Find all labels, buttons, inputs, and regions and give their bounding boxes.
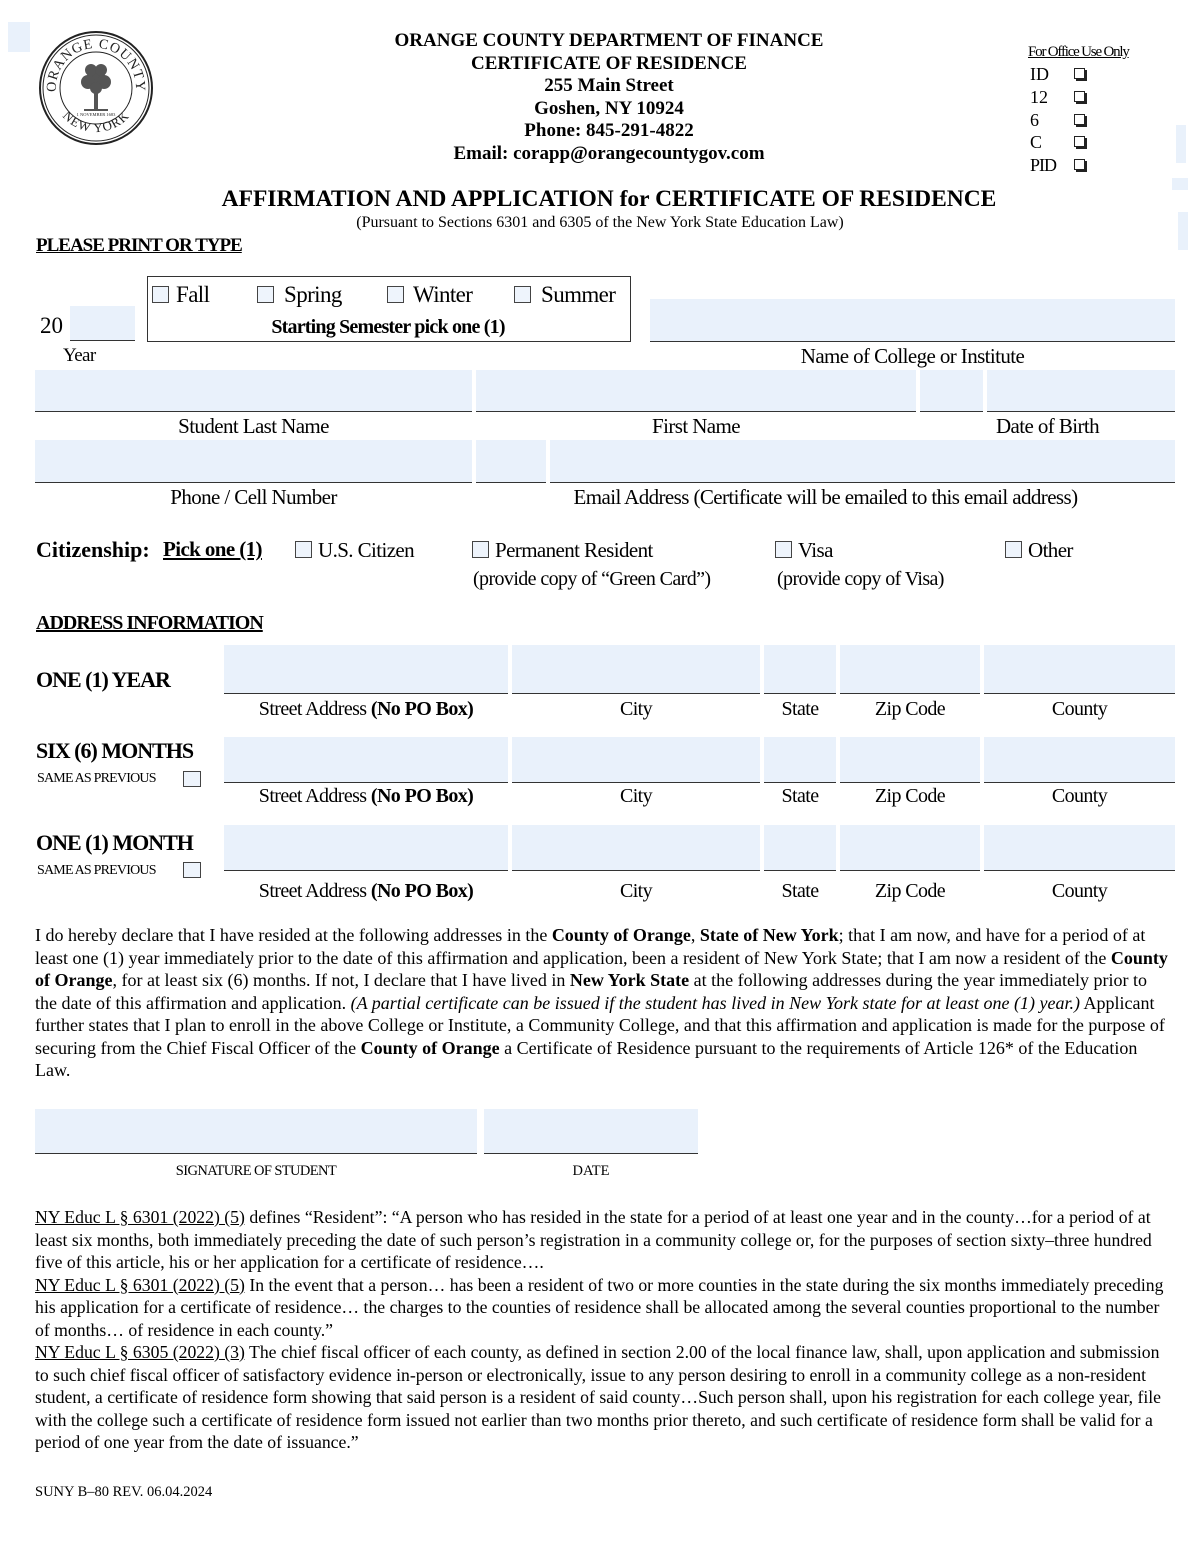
- email-input[interactable]: [550, 440, 1175, 483]
- phone-label: Phone / Cell Number: [170, 485, 337, 509]
- citizenship-other-checkbox[interactable]: [1005, 541, 1022, 558]
- six-months-same-label: SAME AS PREVIOUS: [37, 771, 156, 786]
- phone: Phone: 845-291-4822: [524, 120, 694, 141]
- six-months-heading: SIX (6) MONTHS: [36, 738, 194, 763]
- middle-initial-input[interactable]: [920, 370, 983, 412]
- seal-top-text: ORANGE COUNTY: [44, 36, 148, 93]
- signature-date-label: DATE: [572, 1163, 610, 1179]
- decl-bold: State of New York: [699, 925, 839, 945]
- edge-field-marker: [1172, 178, 1188, 190]
- decl-bold: New York State: [569, 970, 690, 990]
- year-label: Year: [63, 345, 96, 366]
- semester-winter-checkbox[interactable]: [387, 286, 404, 303]
- citizenship-us-checkbox[interactable]: [295, 541, 312, 558]
- one-year-zip-input[interactable]: [840, 645, 980, 694]
- signature-date-input[interactable]: [484, 1109, 698, 1154]
- office-item-label: 12: [1030, 87, 1048, 107]
- semester-spring-checkbox[interactable]: [257, 286, 274, 303]
- six-months-city-input[interactable]: [512, 737, 760, 783]
- one-month-zip-input[interactable]: [840, 825, 980, 871]
- law-citation-3: [35, 1341, 1170, 1454]
- city-label: City: [619, 880, 653, 902]
- state-label: State: [781, 785, 819, 807]
- year-input[interactable]: [70, 306, 135, 341]
- decl-text: at the following addresses during the year immediately prior to the date of this affirmation and application.: [35, 970, 1148, 1013]
- one-year-street-input[interactable]: [224, 645, 508, 694]
- tree-icon: [81, 64, 111, 111]
- office-item-pid: [1030, 155, 1056, 176]
- one-year-city-input[interactable]: [512, 645, 760, 694]
- office-item-label: PID: [1030, 155, 1057, 175]
- one-month-same-label: SAME AS PREVIOUS: [37, 863, 156, 878]
- office-item-id: [1030, 64, 1049, 85]
- zip-label: Zip Code: [874, 698, 946, 720]
- one-year-state-input[interactable]: [764, 645, 836, 694]
- office-checkbox[interactable]: [1074, 159, 1085, 170]
- one-month-street-input[interactable]: [224, 825, 508, 871]
- zip-label: Zip Code: [874, 785, 946, 807]
- semester-summer-checkbox[interactable]: [514, 286, 531, 303]
- law-text: In the event that a person… has been a resident of two or more counties in the state during the six months immediately preceding his application for a certificate of residence… the charges to the counties of residence shall be allocated among the several counties proportional to the number of months… of residence in each county.”: [35, 1274, 1164, 1340]
- six-months-street-input[interactable]: [224, 737, 508, 783]
- county-label: County: [1051, 880, 1108, 902]
- street-label-text: Street Address: [258, 698, 371, 720]
- street-label-text: Street Address: [258, 880, 371, 902]
- street-label-text: Street Address: [258, 785, 371, 807]
- phone-ext-input[interactable]: [476, 440, 546, 483]
- citizenship-other-label: Other: [1028, 538, 1073, 562]
- street-label: [224, 785, 508, 808]
- one-month-county-input[interactable]: [984, 825, 1175, 871]
- street-label: [224, 880, 508, 903]
- street-label: [224, 698, 508, 721]
- county-label: County: [1051, 785, 1108, 807]
- office-item-6: [1030, 110, 1039, 131]
- office-checkbox[interactable]: [1074, 114, 1085, 125]
- decl-italic: (A partial certificate can be issued if the student has lived in New York state for at least one (1) year.): [350, 992, 1080, 1013]
- agency-header: [340, 30, 878, 165]
- office-checkbox[interactable]: [1074, 91, 1085, 102]
- law-ref: NY Educ L § 6301 (2022) (5): [35, 1274, 245, 1295]
- citizenship-pick: Pick one (1): [163, 537, 262, 561]
- office-checkbox[interactable]: [1074, 136, 1085, 147]
- decl-bold: County of Orange: [551, 925, 691, 945]
- year-prefix: 20: [40, 313, 63, 338]
- semester-fall-checkbox[interactable]: [152, 286, 169, 303]
- city-state-zip: Goshen, NY 10924: [534, 97, 684, 119]
- county-seal-logo: [38, 30, 154, 146]
- office-checkbox[interactable]: [1074, 68, 1085, 79]
- college-input[interactable]: [650, 299, 1175, 342]
- one-month-city-input[interactable]: [512, 825, 760, 871]
- office-item-c: [1030, 132, 1042, 153]
- semester-fall-label: Fall: [176, 282, 210, 307]
- first-name-input[interactable]: [476, 370, 916, 412]
- citizenship-visa-checkbox[interactable]: [775, 541, 792, 558]
- street-label-bold: (No PO Box): [370, 880, 474, 902]
- six-months-state-input[interactable]: [764, 737, 836, 783]
- state-label: State: [781, 880, 819, 902]
- office-item-label: C: [1030, 132, 1043, 152]
- law-ref: NY Educ L § 6305 (2022) (3): [35, 1342, 245, 1362]
- email-label: Email Address (Certificate will be emailed to this email address): [573, 485, 1078, 509]
- first-name-label: First Name: [652, 414, 740, 438]
- county-label: County: [1051, 698, 1108, 720]
- form-revision: SUNY B–80 REV. 06.04.2024: [35, 1484, 213, 1500]
- law-citation-1: [35, 1206, 1170, 1274]
- agency-name: ORANGE COUNTY DEPARTMENT OF FINANCE: [394, 30, 824, 51]
- city-label: City: [619, 698, 653, 720]
- six-months-same-checkbox[interactable]: [183, 771, 201, 787]
- one-year-county-input[interactable]: [984, 645, 1175, 694]
- college-label: Name of College or Institute: [800, 344, 1025, 368]
- zip-label: Zip Code: [874, 880, 946, 902]
- citizenship-visa-label: Visa: [798, 538, 833, 562]
- citizenship-label: Citizenship:: [36, 537, 150, 562]
- semester-winter-label: Winter: [413, 282, 473, 307]
- citizenship-us-label: U.S. Citizen: [318, 538, 415, 562]
- edge-field-marker: [1176, 125, 1186, 163]
- citizenship-permanent-checkbox[interactable]: [472, 541, 489, 558]
- office-item-label: ID: [1030, 64, 1049, 84]
- decl-text: ,: [690, 925, 700, 945]
- citizenship-visa-note: (provide copy of Visa): [777, 568, 944, 590]
- law-ref: NY Educ L § 6301 (2022) (5): [35, 1207, 245, 1227]
- one-month-state-input[interactable]: [764, 825, 836, 871]
- address-heading: ADDRESS INFORMATION: [36, 612, 263, 634]
- office-item-label: 6: [1030, 110, 1039, 130]
- office-use-title: For Office Use Only: [1028, 44, 1129, 60]
- one-month-same-checkbox[interactable]: [183, 862, 201, 878]
- decl-text: Applicant further states that I plan to enroll in the above College or Institute, a Community College, and that this affirmation and application is made for the purpose of securing from the Chief Fiscal Officer of the: [35, 992, 1165, 1058]
- form-subtitle: (Pursuant to Sections 6301 and 6305 of the New York State Education Law): [356, 214, 844, 231]
- law-text: The chief fiscal officer of each county, as defined in section 2.00 of the local finance law, shall, upon application and submission to such chief fiscal officer of satisfactory evidence in-person or electronically, issue to any person desiring to enroll in a community college as a non-resident student, a certificate of residence form showing that said person is a resident of said county…Such person shall, upon his registration for each college year, file with the college such a certificate of residence form issued not earlier than two months prior thereto, and such certificate of residence form shall be valid for a period of one year from the date of issuance.”: [35, 1342, 1162, 1452]
- law-text: defines “Resident”: “A person who has resided in the state for a period of at least one year and in the county…for a period of at least six months, both immediately preceding the date of such person’s registration in a community college or, for the purposes of section sixty–three hundred five of this article, his or her application for a certificate of residence….: [35, 1207, 1152, 1272]
- six-months-zip-input[interactable]: [840, 737, 980, 783]
- form-name: CERTIFICATE OF RESIDENCE: [471, 52, 747, 74]
- one-year-heading: ONE (1) YEAR: [36, 667, 170, 692]
- one-month-heading: ONE (1) MONTH: [36, 830, 193, 855]
- six-months-county-input[interactable]: [984, 737, 1175, 783]
- street-label-bold: (No PO Box): [370, 698, 474, 720]
- citizenship-permanent-note: (provide copy of “Green Card”): [473, 568, 711, 590]
- decl-text: I do hereby declare that I have resided at the following addresses in the: [35, 925, 552, 945]
- date-of-birth-label: Date of Birth: [995, 414, 1099, 438]
- decl-bold: County of Orange: [35, 947, 1168, 990]
- citizenship-permanent-label: Permanent Resident: [495, 538, 653, 562]
- decl-text: ; that I am now, and have for a period of at least one (1) year immediately prior to the date of this affirmation and application, been a resident of New York State; that I am now a resident of the: [35, 925, 1146, 968]
- state-label: State: [781, 698, 819, 720]
- law-citations: [35, 1206, 1170, 1454]
- date-of-birth-input[interactable]: [987, 370, 1175, 412]
- signature-label: SIGNATURE OF STUDENT: [175, 1163, 337, 1179]
- decl-text: a Certificate of Residence pursuant to the requirements of Article 126* of the Education Law.: [35, 1037, 1138, 1080]
- city-label: City: [619, 785, 653, 807]
- edge-field-marker: [1178, 212, 1188, 250]
- email: Email: corapp@orangecountygov.com: [453, 142, 765, 164]
- office-item-12: [1030, 87, 1048, 108]
- decl-text: , for at least six (6) months. If not, I declare that I have lived in: [112, 970, 570, 990]
- seal-date-text: 1 NOVEMBER 1683: [76, 112, 116, 117]
- last-name-label: Student Last Name: [178, 414, 329, 438]
- street-address: 255 Main Street: [544, 75, 674, 96]
- decl-bold: County of Orange: [360, 1037, 500, 1058]
- edge-field-marker: [8, 22, 30, 52]
- law-citation-2: [35, 1274, 1170, 1342]
- seal-bottom-text: NEW YORK: [59, 107, 133, 136]
- semester-spring-label: Spring: [284, 282, 342, 307]
- street-label-bold: (No PO Box): [370, 785, 474, 807]
- last-name-input[interactable]: [35, 370, 472, 412]
- form-title: AFFIRMATION AND APPLICATION for CERTIFICATE OF RESIDENCE: [221, 186, 997, 212]
- semester-caption: Starting Semester pick one (1): [271, 316, 505, 338]
- phone-input[interactable]: [35, 440, 472, 483]
- office-use-block: [1028, 44, 1168, 61]
- declaration-paragraph: [35, 924, 1170, 1082]
- signature-input[interactable]: [35, 1109, 477, 1154]
- print-instruction: PLEASE PRINT OR TYPE: [36, 235, 242, 256]
- semester-summer-label: Summer: [541, 282, 616, 307]
